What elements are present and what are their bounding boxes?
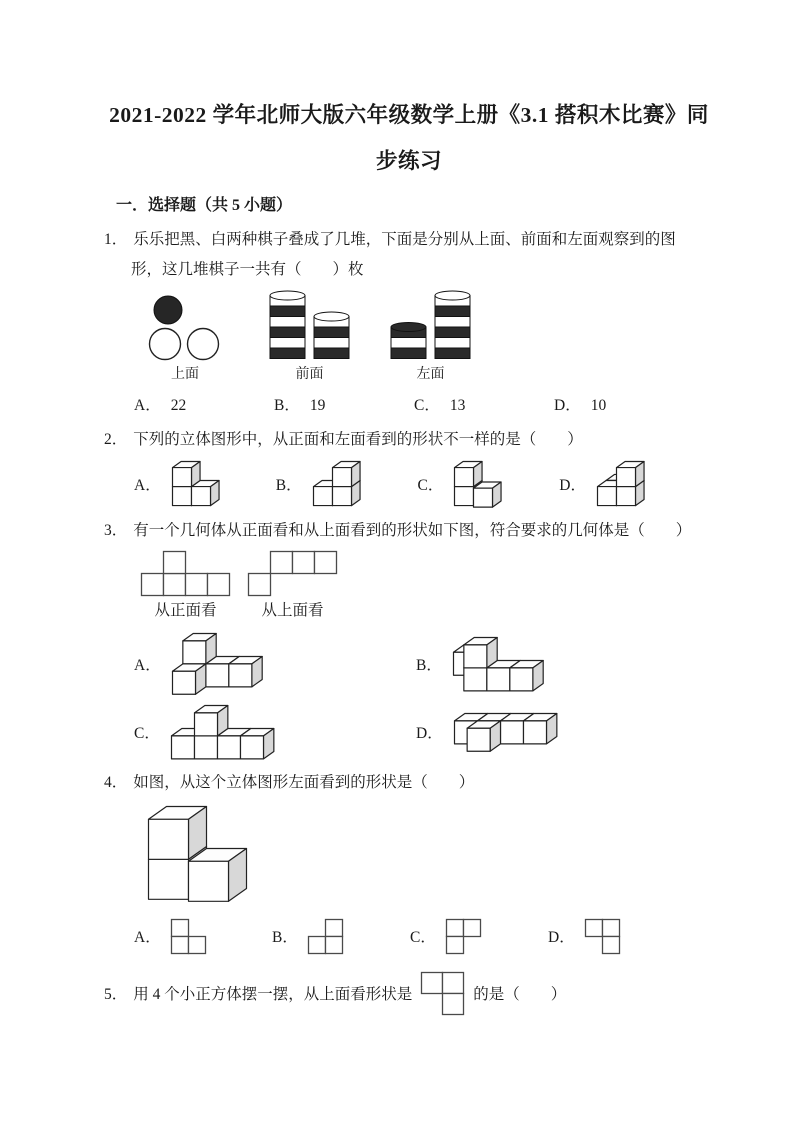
question-4-text: 如图，从这个立体图形左面看到的形状是（ ） [133, 774, 475, 792]
q1-top-view-label: 上面 [171, 366, 199, 382]
q2-option-b-cube-figure [311, 459, 363, 508]
question-1-text: 乐乐把黑、白两种棋子叠成了几堆，下面是分别从上面、前面和左面观察到的图形，这几堆棋子一共有（ ）枚 [131, 231, 676, 278]
q1-option-b-key: B． [274, 396, 300, 414]
q3-option-a [134, 631, 416, 697]
question-1-number: 1． [104, 231, 128, 248]
q1-top-view-circles [148, 295, 222, 361]
q1-left-view-stacks [389, 287, 472, 361]
q2-option-b [276, 459, 418, 508]
q3-option-d-key: D． [416, 724, 443, 742]
q1-option-c-key: C． [414, 396, 440, 414]
q1-option-d-value: 10 [590, 396, 607, 414]
question-5-text-after: 的是（ ） [473, 986, 567, 1004]
question-2-options [134, 459, 701, 510]
q1-option-c-value: 13 [449, 396, 466, 414]
question-3-number: 3． [104, 522, 128, 540]
q2-option-c-cube-figure [452, 459, 504, 510]
question-1-options [134, 394, 701, 418]
q4-option-a-shape [170, 918, 207, 955]
q1-front-view-stacks [268, 287, 351, 361]
q1-left-view-figure [389, 287, 472, 384]
q1-option-a-key: A． [134, 396, 161, 414]
page-title: 2021-2022 学年北师大版六年级数学上册《3.1 搭积木比赛》同步练习 [109, 103, 709, 173]
question-3-view-shapes [140, 550, 701, 621]
q4-option-d-key: D． [548, 929, 575, 947]
q3-top-view [247, 550, 338, 621]
q3-option-c-key: C． [134, 724, 160, 742]
question-4-options [134, 918, 701, 955]
q1-option-b-value: 19 [309, 396, 326, 414]
q1-option-b [274, 394, 414, 418]
q1-front-view-label: 前面 [295, 366, 324, 382]
q2-option-d-key: D． [559, 476, 586, 494]
q4-option-d [548, 918, 686, 955]
question-2-text: 下列的立体图形中，从正面和左面看到的形状不一样的是（ ） [133, 430, 583, 448]
q4-option-b-key: B． [272, 929, 298, 947]
q1-option-a-value: 22 [170, 396, 187, 414]
section-header: 一．选择题（共 5 小题） [116, 197, 293, 214]
q3-option-d [416, 711, 698, 754]
question-3-options-row-1 [134, 631, 701, 697]
question-1-figures [148, 287, 701, 384]
q3-front-view [140, 550, 231, 621]
q4-option-c [410, 918, 548, 955]
q2-option-a-key: A． [134, 476, 161, 494]
q2-option-a [134, 459, 276, 508]
q3-option-c-cube-figure [169, 703, 276, 761]
q2-option-c-key: C． [417, 476, 444, 494]
question-5-text-before: 用 4 个小正方体摆一摆，从上面看形状是 [133, 986, 413, 1004]
q3-option-b-key: B． [416, 656, 442, 674]
q4-option-a-key: A． [134, 929, 161, 947]
question-3 [104, 516, 701, 546]
question-3-text: 有一个几何体从正面看和从上面看到的形状如下图，符合要求的几何体是（ ） [133, 522, 692, 540]
q2-option-d [559, 459, 701, 508]
q4-option-c-key: C． [410, 929, 436, 947]
question-2 [104, 425, 701, 455]
q2-option-d-cube-figure [595, 459, 647, 508]
question-4-number: 4． [104, 774, 128, 792]
question-1 [104, 225, 701, 285]
q1-top-view-figure [148, 295, 222, 384]
q3-top-view-label: 从上面看 [261, 602, 324, 620]
q3-option-b-cube-figure [451, 635, 546, 693]
q3-option-a-key: A． [134, 656, 161, 674]
q1-option-c [414, 394, 554, 418]
q3-option-c [134, 703, 416, 761]
question-2-number: 2． [104, 430, 128, 448]
q2-option-a-cube-figure [170, 459, 222, 508]
q1-front-view-figure [268, 287, 351, 384]
question-4-solid-figure [146, 804, 701, 904]
q1-option-d-key: D． [554, 396, 581, 414]
q3-option-d-cube-figure [452, 711, 559, 754]
question-5-top-view-shape [420, 971, 465, 1016]
question-4 [104, 768, 701, 798]
q1-left-view-label: 左面 [416, 366, 445, 382]
q3-front-view-shape [140, 550, 231, 597]
q4-option-b-shape [307, 918, 344, 955]
q1-option-d [554, 394, 694, 418]
q3-top-view-shape [247, 550, 338, 597]
q2-option-b-key: B． [275, 476, 302, 494]
q4-option-a [134, 918, 272, 955]
question-5 [104, 971, 701, 1016]
q4-option-b [272, 918, 410, 955]
q3-option-a-cube-figure [170, 631, 265, 697]
q3-option-b [416, 635, 698, 693]
q3-front-view-label: 从正面看 [154, 602, 217, 620]
q4-option-d-shape [584, 918, 621, 955]
question-3-options-row-2 [134, 703, 701, 761]
q4-option-c-shape [445, 918, 482, 955]
question-5-number: 5． [104, 986, 128, 1004]
q1-option-a [134, 394, 274, 418]
q2-option-c [418, 459, 560, 510]
